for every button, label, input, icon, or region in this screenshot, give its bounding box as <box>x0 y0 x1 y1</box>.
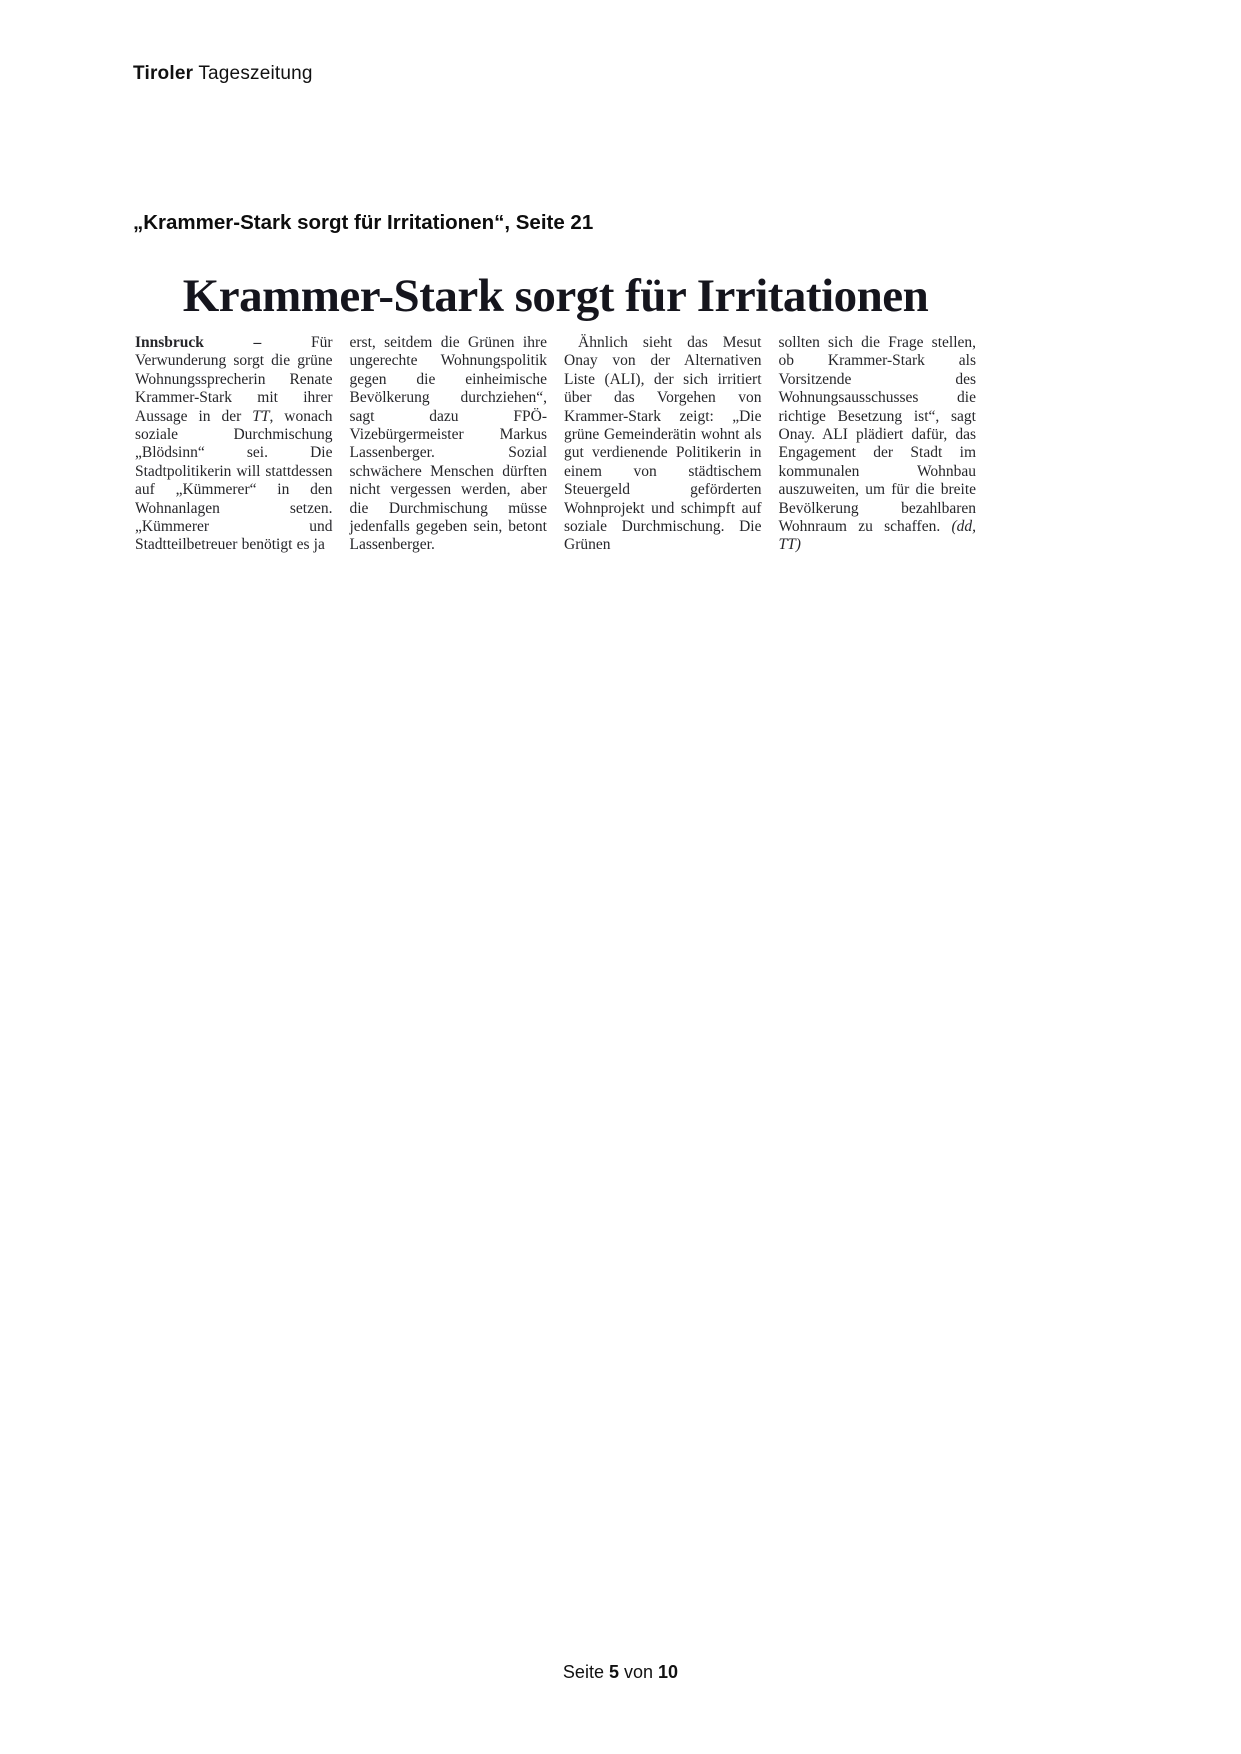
article-columns <box>135 334 976 555</box>
article-text-segment: erst, seitdem die Grünen ihre ungerechte Wohnungspolitik gegen die einheimische Bevölkerung durchziehen“, sagt dazu FPÖ-Vizebürgermeister Markus Lassenberger. Sozial schwächere Menschen dürften nicht vergessen werden, aber die Durchmischung müsse jedenfalls gegeben sein, betont Lassenberger. <box>349 334 547 554</box>
footer-separator: von <box>624 1662 654 1682</box>
document-heading: „Krammer-Stark sorgt für Irritationen“, Seite 21 <box>133 211 594 234</box>
article-text-segment: sollten sich die Frage stellen, ob Krammer-Stark als Vorsitzende des Wohnungsausschusses die richtige Besetzung ist“, sagt Onay. ALI plädiert dafür, das Engagement der Stadt im kommunalen Wohnbau auszuweiten, um für die breite Bevölkerung bezahlbaren Wohnraum zu schaffen. <box>778 334 976 536</box>
masthead-brand: Tiroler <box>133 63 194 84</box>
article-column <box>350 334 548 555</box>
newspaper-clipping <box>135 269 976 555</box>
masthead <box>133 63 313 85</box>
article-column <box>564 334 762 555</box>
footer-total-pages: 10 <box>658 1662 679 1682</box>
masthead-rest: Tageszeitung <box>193 63 313 84</box>
article-text-segment: Ähnlich sieht das Mesut Onay von der Alternativen Liste (ALI), der sich irritiert über das Vorgehen von Krammer-Stark zeigt: „Die grüne Gemeinderätin wohnt als gut verdienende Politikerin in einem von städtischem Steuergeld geförderten Wohnprojekt und schimpft auf soziale Durchmischung. Die Grünen <box>564 334 762 554</box>
article-text-segment: Innsbruck – <box>135 334 311 351</box>
article-text-segment: (dd, TT) <box>778 518 976 554</box>
article-text-segment: Für Verwunderung sorgt die grüne Wohnungssprecherin Renate Krammer-Stark mit ihrer Aussage in der <box>135 334 333 425</box>
article-text-segment: , wonach soziale Durchmischung „Blödsinn“ sei. Die Stadtpolitikerin will stattdessen auf „Kümmerer“ in den Wohnanlagen setzen. „Kümmerer und Stadtteilbetreuer benötigt es ja <box>135 407 333 554</box>
article-column <box>135 334 333 555</box>
article-text-segment: TT <box>252 407 270 425</box>
article-column <box>779 334 977 555</box>
article-headline: Krammer-Stark sorgt für Irritationen <box>182 270 929 322</box>
page-number-indicator <box>0 1662 1241 1683</box>
footer-prefix: Seite <box>562 1662 604 1682</box>
footer-current-page: 5 <box>608 1662 619 1682</box>
